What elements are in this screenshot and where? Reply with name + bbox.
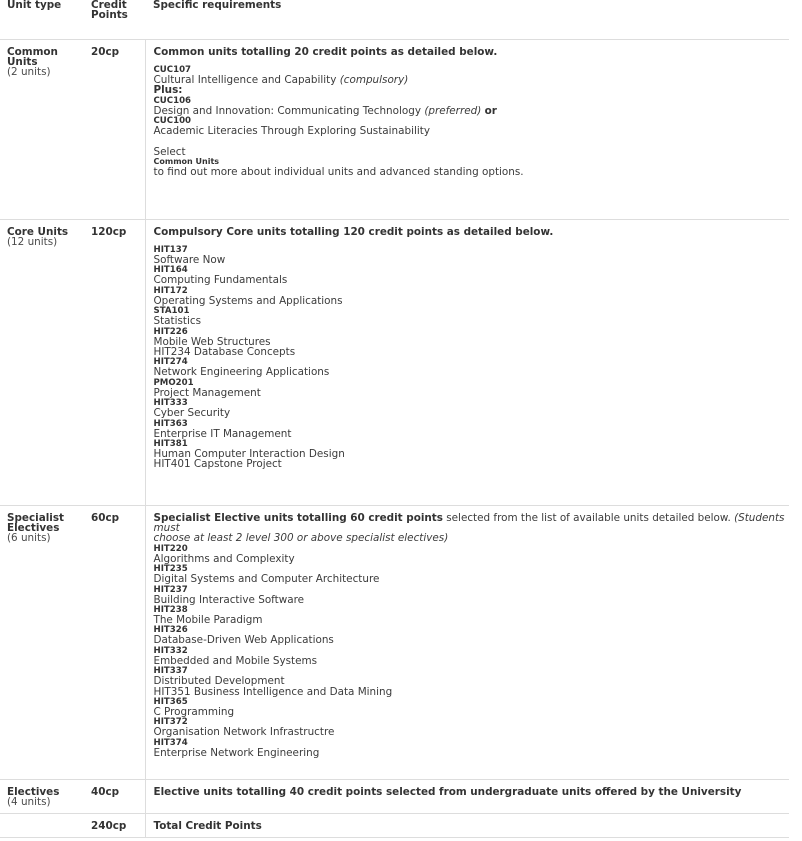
unit-name: Cyber Security xyxy=(153,407,231,420)
unit-name: Computing Fundamentals xyxy=(153,274,288,287)
unit-code[interactable]: HIT326 xyxy=(153,625,188,636)
core-type: Core Units xyxy=(7,225,69,238)
unit-name: Algorithms and Complexity xyxy=(153,552,295,565)
unit-name: HIT234 Database Concepts xyxy=(153,345,296,358)
unit-code[interactable]: HIT238 xyxy=(153,604,188,615)
unit-name: Design and Innovation: Communicating Technology (preferred) or xyxy=(153,104,497,117)
electives-count: (4 units) xyxy=(7,795,51,808)
electives-type: Electives xyxy=(7,785,60,798)
common-cp: 20cp xyxy=(84,39,145,219)
unit-name: Embedded and Mobile Systems xyxy=(153,654,318,667)
find-out-text: to find out more about individual units and advanced standing options. xyxy=(153,165,524,178)
unit-code[interactable]: HIT237 xyxy=(153,584,188,595)
header-credit-line2: Points xyxy=(91,9,128,22)
unit-code[interactable]: HIT381 xyxy=(153,438,188,449)
core-unit-list xyxy=(154,245,790,470)
core-cp: 120cp xyxy=(84,219,145,505)
unit-name: Database-Driven Web Applications xyxy=(153,634,334,647)
header-credit-line1: Credit xyxy=(91,0,127,11)
unit-name: Building Interactive Software xyxy=(153,593,305,606)
header-specific-requirements: Specific requirements xyxy=(153,0,282,11)
unit-code[interactable]: CUC106 xyxy=(153,95,192,106)
unit-name: Enterprise IT Management xyxy=(153,427,292,440)
unit-name: HIT351 Business Intelligence and Data Mining xyxy=(153,685,393,698)
common-lead: Common units totalling 20 credit points as detailed below. xyxy=(153,45,498,58)
common-requirements xyxy=(145,39,789,219)
unit-name: Statistics xyxy=(153,315,201,328)
electives-lead: Elective units totalling 40 credit points selected from undergraduate units offered by the University xyxy=(145,779,789,813)
unit-name: Organisation Network Infrastructre xyxy=(153,726,335,739)
specialist-lead-italic: choose at least 2 level 300 or above specialist electives) xyxy=(153,532,449,545)
common-type-cell xyxy=(0,39,84,219)
unit-code[interactable]: HIT164 xyxy=(153,265,188,276)
unit-name: C Programming xyxy=(153,705,235,718)
specialist-cp: 60cp xyxy=(84,505,145,779)
header-credit-points xyxy=(84,0,145,39)
electives-cp: 40cp xyxy=(84,779,145,813)
unit-code[interactable]: CUC107 xyxy=(153,64,192,75)
specialist-lead: Specialist Elective units totalling 60 credit points selected from the list of available units detailed below. (Students must xyxy=(153,511,785,534)
plus-label: Plus: xyxy=(153,84,183,97)
unit-name: Human Computer Interaction Design xyxy=(153,447,345,460)
select-text: Select xyxy=(153,145,186,158)
specialist-type-cell xyxy=(0,505,84,779)
electives-type-cell xyxy=(0,779,84,813)
unit-name: Software Now xyxy=(153,253,226,266)
unit-code[interactable]: HIT363 xyxy=(153,418,188,429)
unit-code[interactable]: HIT235 xyxy=(153,564,188,575)
header-unit-type: Unit type xyxy=(7,0,62,11)
unit-name: Academic Literacies Through Exploring Sustainability xyxy=(153,125,430,138)
specialist-count: (6 units) xyxy=(7,532,51,545)
unit-code[interactable]: HIT372 xyxy=(153,717,188,728)
unit-code[interactable]: HIT332 xyxy=(153,645,188,656)
unit-name: Cultural Intelligence and Capability (compulsory) xyxy=(153,73,409,86)
unit-code[interactable]: HIT220 xyxy=(153,543,188,554)
common-type-line2: Units xyxy=(7,55,38,68)
core-type-cell xyxy=(0,219,84,505)
electives-row xyxy=(0,779,789,813)
unit-name: Mobile Web Structures xyxy=(153,335,271,348)
unit-name: Network Engineering Applications xyxy=(153,366,330,379)
specialist-type-line2: Electives xyxy=(7,521,60,534)
unit-name: The Mobile Paradigm xyxy=(153,613,263,626)
unit-code[interactable]: HIT137 xyxy=(153,244,188,255)
unit-code[interactable]: HIT274 xyxy=(153,357,188,368)
unit-name: Enterprise Network Engineering xyxy=(153,746,320,759)
common-type-line1: Common xyxy=(7,45,58,58)
common-units-link[interactable]: Common Units xyxy=(153,156,220,166)
core-count: (12 units) xyxy=(7,235,58,248)
unit-code[interactable]: HIT374 xyxy=(153,737,188,748)
unit-code[interactable]: HIT226 xyxy=(153,326,188,337)
unit-name: Digital Systems and Computer Architecture xyxy=(153,573,380,586)
unit-name: Operating Systems and Applications xyxy=(153,294,343,307)
core-lead: Compulsory Core units totalling 120 credit points as detailed below. xyxy=(153,225,554,238)
specialist-requirements xyxy=(145,505,789,779)
common-units-row xyxy=(0,39,789,219)
header-row xyxy=(0,0,789,39)
unit-code[interactable]: PMO201 xyxy=(153,377,194,388)
unit-code[interactable]: HIT172 xyxy=(153,285,188,296)
total-cp: 240cp xyxy=(84,813,145,837)
specialist-type-line1: Specialist xyxy=(7,511,64,524)
core-requirements xyxy=(145,219,789,505)
core-units-row xyxy=(0,219,789,505)
unit-name: HIT401 Capstone Project xyxy=(153,458,282,471)
total-label: Total Credit Points xyxy=(145,813,789,837)
unit-code[interactable]: HIT365 xyxy=(153,696,188,707)
specialist-row xyxy=(0,505,789,779)
total-row xyxy=(0,813,789,837)
unit-code[interactable]: HIT337 xyxy=(153,666,188,677)
common-count: (2 units) xyxy=(7,66,51,79)
specialist-unit-list xyxy=(154,544,790,758)
unit-code[interactable]: CUC100 xyxy=(153,116,192,127)
unit-code[interactable]: STA101 xyxy=(153,306,190,317)
total-type-cell xyxy=(0,813,84,837)
unit-name: Distributed Development xyxy=(153,675,285,688)
unit-code[interactable]: HIT333 xyxy=(153,398,188,409)
unit-name: Project Management xyxy=(153,386,261,399)
